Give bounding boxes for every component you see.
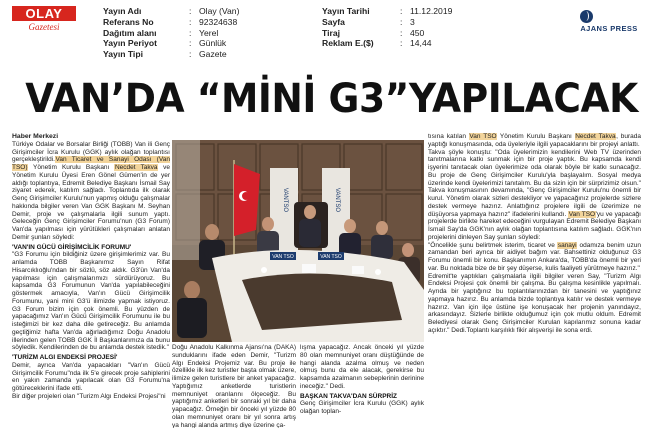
paragraph: Demir, ayrıca Van'da yapacakları "Van'ın Gücü Girişimcilik Forumu"nda ilk 5'e girecek proje sahiplerini en yakın zamanda yapılacak olan G3 Forumu'na götüreceklerini ifade etti.	[12, 361, 170, 392]
meeting-photo	[172, 140, 424, 342]
meeting-photo-graphic	[172, 140, 424, 342]
article-column-under-photo-right	[300, 344, 424, 428]
agency-name: AJANS PRESS	[580, 24, 638, 33]
paragraph: tısına katılan Van TSO Yönetim Kurulu Başkanı Necdet Takva, burada yaptığı konuşmasında, oda üyeleriyle ilgili yapacaklarını bir projeyi anlattı.	[428, 133, 641, 148]
meta-row: Yayın Tipi : Gazete	[103, 49, 227, 60]
banner-label: VANTSO	[282, 187, 288, 213]
paragraph: Takva şöyle konuştu: "Oda üyelerimizin kendilerini Web TV üzerinden tanıtmalarına katkı sunmak için bir proje yaptık. Bu kapsamda kendi işyerini tanıtacak olan üyelerimize oda olarak böyle bir katkı sunacağız. Bu proje de Genç Girişimciler Kurulu'yla başlayalım. Sosyal medya üzerinde kendi üyelerimizi tanıtalım. Bu da sizin için bir sürprizimiz olsun." Takva konuşmasının devamında, "Genç Girişimciler Kurulu'nu önemli bir kurul. Yönetim olarak sizleri destekliyor ve yapacağınız projelerde sizlere destek vermeye hazırız. Anlattığınız projelere ilgili de üzerimize ne düşüyorsa yapmaya hazırız" ifadelerini kullandı. Van TSO'yu ve yapacağı projelerde birlikte hareket edeceğini vurgulayan Edremit Belediye Başkanı İsmail Say'da GGK'nın aylık olağan toplantısına katılım sağladı. GGK'nın projelerini dinleyen Say şunları söyledi:	[428, 148, 641, 241]
highlight: Van Ticaret ve Sanayi Odası (Van TSO)	[12, 156, 170, 171]
banner-label: VANTSO	[334, 187, 340, 213]
logo-name: OLAY	[25, 6, 63, 21]
publication-meta-right	[322, 6, 452, 49]
publication-meta-left	[103, 6, 239, 60]
meta-row: Sayfa : 3	[322, 16, 415, 27]
highlight: sanayi	[557, 241, 577, 249]
paragraph: Genç Girişimciler İcra Kurulu (GGK) aylık olağan toplan-	[300, 400, 424, 415]
article-headline: VAN’DA “MİNİ G3”YAPILACAK	[25, 76, 638, 122]
globe-icon	[580, 10, 593, 23]
highlight: Van TSO	[469, 133, 497, 140]
highlight: Necdet Takva	[114, 164, 158, 171]
subheading: 'VAN'IN GÜCÜ GİRİŞİMCİLİK FORUMU'	[12, 243, 132, 251]
meta-row: Yayın Adı : Olay (Van)	[103, 6, 240, 16]
article-column-left	[12, 133, 170, 428]
byline: Haber Merkezi	[12, 133, 59, 140]
meta-row: Reklam E.($) : 14,44	[322, 38, 432, 49]
highlight: Van TSO	[568, 210, 596, 218]
meta-row: Yayın Periyot : Günlük	[103, 38, 227, 49]
highlight: Necdet Takva	[575, 133, 616, 140]
paragraph: Edremit'te yaptıkları çalışmalarla ilgili bilgiler veren Say, "Turizm Algı Endeksi Projesi çok önemli bir çalışma. Bu çalışma kesinlikle yapılmalı. Ayrıda bir yaptığınız bu toplantılarınızdan bir tanesini ve yaptığınız yapmaya hazırız. Bu anlamda bizde toplantıya katılır ve destek vermeye hazırız. Van için ilçe üstüne işe konuşacak her projenin yanındayız, arkasındayız. Sizlerle birlikte olduğumuz için çok mutlu oldum. Edremit Belediyesi olarak Genç Girişimciler Kurulan kapılarımız sonuna kadar açıktır." Dedi.Toplantı karşılıklı fikir alışverişi ile sona erdi.	[428, 272, 641, 334]
subheading: 'TURİZM ALGI ENDEKSİ PROJESİ'	[12, 354, 118, 361]
olay-gazetesi-logo	[12, 6, 76, 32]
meta-row: Referans No : 92324638	[103, 16, 238, 27]
meta-row: Tiraj : 450	[322, 27, 425, 38]
clipping-header	[0, 0, 650, 82]
paragraph: "G3 Forumu için bildiğiniz üzere girişimlerimiz var. Bu anlamda TOBB Başkanımız Sayın Rifat Hisarcıklıoğlu'ndan bir sözlü, söz aldık. G3'ün Van'da yapılması için çalışmalarımızı sürdürüyoruz. Bu kapsamda G3 Forumunun Van'da yapılabileceğini göstermek amacıyla, Van'ın Gücü Girişimcilik Forumunu, yani mini G3'ü ilimizde yapmak istiyoruz. G3 Forum bizim için çok önemli. Bu yüzden de yapacağımız Van'ın Gücü Girişimcilik Forumunu ile bu isteğimizi bir kez daha dile getireceğiz. Bu anlamda geçtiğimiz hafta Van'da ağırladığımız Doğu Anadolu illerinden gelen TOBB GGK İl Başkanlarımıza da bunu söyledik. Kendilerinden de bu anlamda destek istedik."	[12, 251, 170, 352]
subheading: BAŞKAN TAKVA'DAN SÜRPRİZ	[300, 392, 397, 400]
paragraph: lışma yapacağız. Ancak önceki yıl yüzde 80 olan memnuniyet oranı düştüğünde de hangi alanda azalma olmuş ve neden olmuş bunu da ele alacak, gerekirse bu kapsamda azalmanın sebeplerinin derinine ineceğiz." Dedi.	[300, 344, 424, 390]
article-column-under-photo-left	[172, 344, 296, 428]
meta-row: Yayın Tarihi : 11.12.2019	[322, 6, 453, 16]
logo-subtitle: Gazetesi	[28, 22, 60, 32]
paragraph: Doğu Anadolu Kalkınma Ajansı'na (DAKA) sunduklarını ifade eden Demir, "Turizm Algı Endeksi Projemiz var. Bu proje ile özellikle ilk kez turistler başta olmak üzere, ilimize gelen turistlere bir anket yapacağız. Yaptığımız anketlerde turistlerin memnuniyet oranlarını ölçeceğiz. Bu yaptığımız anketleri bir sonraki yıl bir daha yapacağız. Örneğin bir önceki yıl yüzde 80 olan memnuniyet oranı bir yıl sonra artış ya hangi alanda artmış diye üzerine ça-	[172, 344, 296, 428]
ajans-press-logo	[572, 10, 644, 36]
paragraph: "Öncelikle şunu belirtmek isterim, ticaret ve sanayi odamıza benim uzun zamandan beri ayrıca bir aidiyet bağım var. Bahsettiniz olduğunuz G3 Forumu önemli bir konu. Başkanımın Ankara'da, TOBB'da önemli bir yeri var. Bu noktada bize de bir şey düşerse, kulis faaliyeti yürütmeye hazırız."	[428, 241, 641, 272]
desk-label: VAN TSO	[272, 254, 294, 260]
paragraph: Türkiye Odalar ve Borsalar Birliği (TOBB) Van ili Genç Girişimciler İcra Kurulu (GGK) aylık olağan toplantısı gerçekleştirildi.Van Ticaret ve Sanayi Odası (Van TSO) Yönetim Kurulu Başkanı Necdet Takva ve Yönetim Kurulu Üyesi Eren Gönel Gümen'in de yer aldığı toplantıya, Edremit Belediye Başkanı İsmail Say ziyaret ederek, katılım sağladı. Toplantıda ilk olarak Genç Girişimciler Kurulu'nun yapmış olduğu çalışmalar hakkında bilgiler veren Van GGK Başkanı M. Seyhan Demir, proje ve çalışmalarla ilgili sunum yaptı. Geleceğin Genç Girişimciler Forumu'nun (G3 Forum) Van'da yapılması için yürütükleri çalışmaları anlatan Demir şunları söyledi:	[12, 140, 170, 241]
meta-row: Dağıtım alanı : Yerel	[103, 27, 219, 38]
desk-label: VAN TSO	[320, 254, 342, 260]
article-column-right	[428, 133, 641, 428]
paragraph: Bir diğer projeleri olan "Turizm Algı Endeksi Projesi"ni	[12, 392, 166, 400]
